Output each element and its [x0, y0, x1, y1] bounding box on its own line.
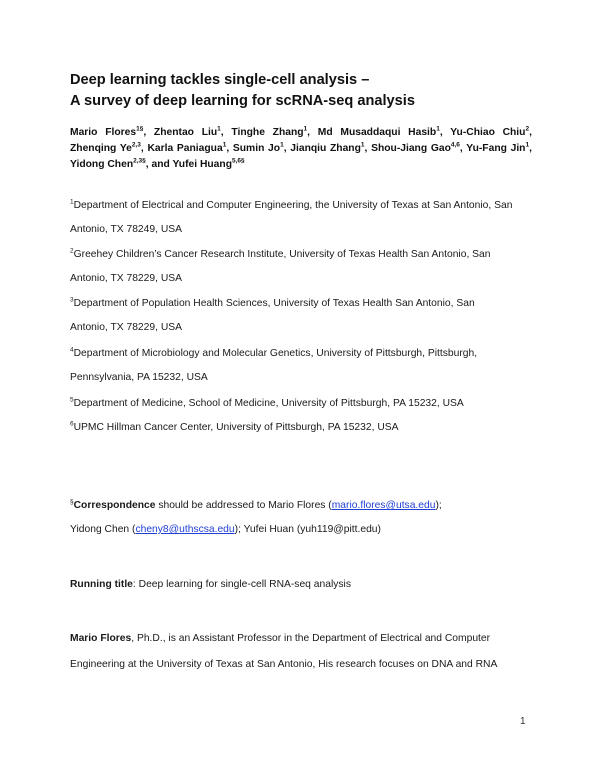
affiliation-4: [70, 342, 532, 390]
affiliation-text: Department of Electrical and Computer Engineering, the University of Texas at San Antonio, San: [73, 200, 513, 211]
bio-text-cont: Engineering at the University of Texas at San Antonio, His research focuses on DNA and RNA: [70, 659, 498, 670]
author-affiliation-marker: 1§: [136, 125, 144, 133]
author-name: Karla Paniagua: [147, 143, 223, 154]
affiliation-1: [70, 194, 532, 242]
author-affiliation-marker: 5,6§: [231, 157, 245, 165]
author-name: Zhentao Liu: [153, 127, 218, 138]
affiliation-text-cont: Antonio, TX 78249, USA: [70, 224, 183, 235]
affiliation-text-cont: Pennsylvania, PA 15232, USA: [70, 372, 208, 383]
email-link-flores[interactable]: mario.flores@utsa.edu: [331, 500, 436, 511]
author-name: Shou-Jiang Gao: [371, 143, 451, 154]
title-line-1: Deep learning tackles single-cell analysis –: [70, 72, 370, 88]
correspondence-label: Correspondence: [73, 500, 156, 511]
affiliation-marker: 3: [70, 296, 74, 304]
affiliation-marker: 1: [70, 198, 74, 206]
correspondence: [70, 494, 532, 542]
author-affiliation-marker: 1: [525, 141, 530, 149]
running-title-label: Running title: [70, 579, 133, 590]
author-affiliation-marker: 1: [360, 141, 365, 149]
author-bio: [70, 626, 532, 678]
affiliation-text: Department of Microbiology and Molecular Genetics, University of Pittsburgh, Pittsburgh,: [73, 348, 478, 359]
author-affiliation-marker: 1: [436, 125, 440, 133]
correspondence-text: should be addressed to Mario Flores (: [155, 500, 332, 511]
correspondence-text: );: [435, 500, 442, 511]
author-affiliation-marker: 4,6: [450, 141, 460, 149]
author-name: Yidong Chen: [70, 159, 134, 170]
affiliation-text-cont: Antonio, TX 78229, USA: [70, 322, 183, 333]
title-line-2: A survey of deep learning for scRNA-seq analysis: [70, 93, 415, 109]
author-name: Tinghe Zhang: [231, 127, 304, 138]
affiliation-text: Greehey Children’s Cancer Research Institute, University of Texas Health San Antonio, San: [73, 249, 491, 260]
paper-title: [70, 70, 540, 112]
correspondence-marker: §: [70, 498, 74, 506]
affiliation-marker: 2: [70, 247, 74, 255]
affiliation-3: [70, 292, 532, 340]
author-name: and Yufei Huang: [151, 159, 232, 170]
author-name: Jianqiu Zhang: [290, 143, 361, 154]
author-affiliation-marker: 1: [303, 125, 308, 133]
author-affiliation-marker: 1: [222, 141, 227, 149]
affiliation-text: Department of Medicine, School of Medicine, University of Pittsburgh, PA 15232, USA: [73, 398, 464, 409]
affiliation-5: [70, 392, 532, 416]
affiliation-marker: 4: [70, 346, 74, 354]
author-name: Yu-Chiao Chiu: [450, 127, 526, 138]
affiliation-2: [70, 243, 532, 291]
author-affiliation-marker: 2: [525, 125, 530, 133]
author-list: Mario Flores$^{1\S}$, Zhentao Liu$^1$, Tinghe Zhang$^1$, Md Musaddaqui Hasib$^1$, Yu-Chiao Chiu$^2$, Zhenqing Ye$^{2,3}$, Karla Paniagua$^1$, Sumin Jo$^1$, Jianqiu Zhang$^1$, Shou-Jiang Gao$^{4,6}$, Yu-Fang Jin$^1$, Yidong Chen$^{2,3\S}$, and Yufei Huang$^{5,6\S}$: [70, 125, 532, 170]
email-link-chen[interactable]: cheny8@uthscsa.edu: [135, 524, 235, 535]
affiliation-text: Department of Population Health Sciences, University of Texas Health San Antonio, San: [73, 298, 475, 309]
author-affiliation-marker: 2,3: [131, 141, 141, 149]
affiliation-6: [70, 416, 532, 440]
author-name: Yu-Fang Jin: [466, 143, 526, 154]
bio-text: , Ph.D., is an Assistant Professor in the Department of Electrical and Computer: [131, 633, 491, 644]
correspondence-text: Yidong Chen (: [70, 524, 136, 535]
author-affiliation-marker: 1: [280, 141, 284, 149]
affiliation-text-cont: Antonio, TX 78229, USA: [70, 273, 183, 284]
correspondence-text: ); Yufei Huan (yuh119@pitt.edu): [234, 524, 381, 535]
affiliation-marker: 5: [70, 396, 74, 404]
running-title: [70, 577, 532, 593]
author-name: Zhenqing Ye: [70, 143, 132, 154]
author-affiliation-marker: 2,3§: [133, 157, 146, 165]
page-number: 1: [520, 716, 526, 727]
author-affiliation-marker: 1: [217, 125, 221, 133]
bio-name: Mario Flores: [70, 633, 132, 644]
author-name: Mario Flores: [70, 127, 137, 138]
author-name: Sumin Jo: [232, 143, 281, 154]
affiliation-text: UPMC Hillman Cancer Center, University of Pittsburgh, PA 15232, USA: [73, 422, 399, 433]
author-name: Md Musaddaqui Hasib: [317, 127, 437, 138]
affiliation-marker: 6: [70, 420, 74, 428]
running-title-text: : Deep learning for single-cell RNA-seq analysis: [132, 579, 351, 590]
